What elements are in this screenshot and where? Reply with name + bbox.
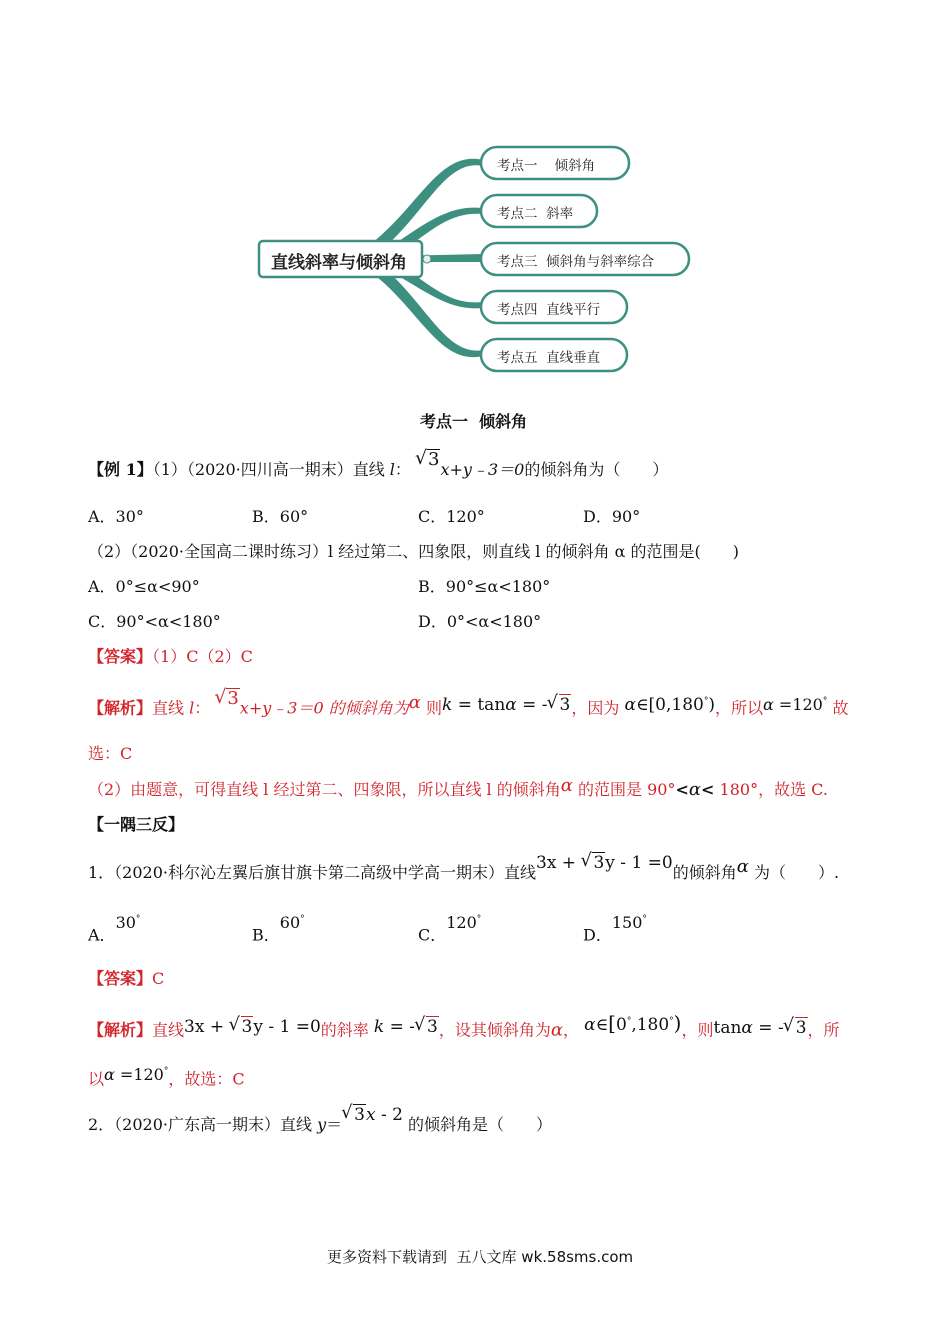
branch-label-2: 考点二 斜率 xyxy=(497,206,574,222)
answer-label: 【答案】 xyxy=(88,647,153,666)
practice-option-d: D．150° xyxy=(583,913,647,945)
branch-label-4: 考点四 直线平行 xyxy=(497,302,601,318)
branch-label-1: 考点一 倾斜角 xyxy=(497,158,596,174)
analysis-line-1: 【解析】直线 l： √ 3x+y﹣3＝0 的倾斜角为α 则k = tanα = -√ 3，因为 α∈[0,180°)，所以α =120° 故 xyxy=(88,695,848,719)
section-title: 考点一 倾斜角 xyxy=(420,412,528,431)
practice-answer: 【答案】C xyxy=(88,969,165,988)
practice-question1: 1．（2020·科尔沁左翼后旗甘旗卡第二高级中学高一期末）直线3x + √ 3y - 1 =0的倾斜角α 为（ ）. xyxy=(88,862,839,883)
practice-analysis-line-2: 以α =120°，故选：C xyxy=(88,1065,245,1089)
option-a-2: A．0°≤α<90° xyxy=(88,577,200,596)
analysis-label: 【解析】 xyxy=(88,698,153,718)
practice-option-c: C．120° xyxy=(418,913,482,945)
branch-connector-1 xyxy=(372,159,483,251)
analysis-line-1-cont: 选：C xyxy=(88,744,133,763)
practice-option-a: A．30° xyxy=(88,913,141,945)
branch-connector-5 xyxy=(372,265,483,357)
mind-map-root-label: 直线斜率与倾斜角 xyxy=(271,253,407,273)
footer-text: 更多资料下载请到 五八文库 wk.58sms.com xyxy=(327,1248,634,1266)
option-d-1: D．90° xyxy=(583,507,641,526)
root-connector-dot xyxy=(423,255,431,263)
branch-label-3: 考点三 倾斜角与斜率综合 xyxy=(497,254,655,270)
answer-text: （1）C（2）C xyxy=(152,647,253,666)
option-b-1: B．60° xyxy=(252,507,309,526)
analysis-line-2: （2）由题意，可得直线 l 经过第二、四象限，所以直线 l 的倾斜角α 的范围是 90°<α< 180°，故选 C. xyxy=(88,775,828,800)
practice-option-b: B．60° xyxy=(252,913,305,945)
example1-question1: 【例 1】（1）（2020·四川高一期末）直线 l： √ 3x+y﹣3＝0的倾斜角为（ ） xyxy=(88,459,668,480)
example-label: 【例 1】 xyxy=(88,460,153,479)
option-b-2: B．90°≤α<180° xyxy=(418,577,551,596)
example1-question2: （2）（2020·全国高二课时练习）l 经过第二、四象限，则直线 l 的倾斜角 α 的范围是( ) xyxy=(88,542,739,561)
practice-title: 【一隅三反】 xyxy=(88,815,185,834)
option-c-1: C．120° xyxy=(418,507,485,526)
sqrt3-expression: √ 3 xyxy=(416,449,440,470)
practice-question2: 2．（2020·广东高一期末）直线 y＝√ 3x - 2 的倾斜角是（ ） xyxy=(88,1114,552,1135)
option-a-1: A．30° xyxy=(88,507,144,526)
mind-map xyxy=(0,0,950,400)
option-c-2: C．90°<α<180° xyxy=(88,612,221,631)
practice-analysis-line-1: 【解析】直线3x + √ 3y - 1 =0的斜率 k = -√ 3，设其倾斜角为α， α∈[0°,180°)，则tanα = -√ 3，所 xyxy=(88,1017,840,1041)
branch-label-5: 考点五 直线垂直 xyxy=(497,350,601,366)
option-d-2: D．0°<α<180° xyxy=(418,612,542,631)
answer-line xyxy=(88,647,253,667)
